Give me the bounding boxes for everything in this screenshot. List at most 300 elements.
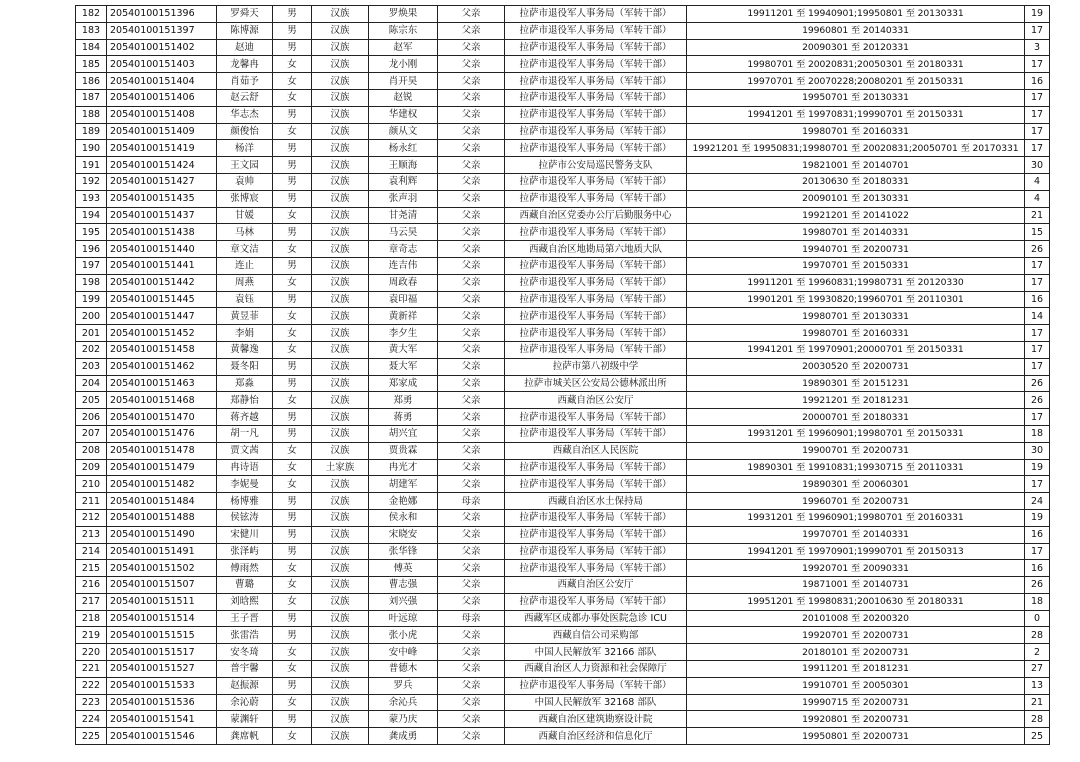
parent-name-cell: 黄大军 [369,341,438,358]
work-unit-cell: 拉萨市第八初级中学 [505,358,687,375]
ethnicity-cell: 汉族 [312,241,369,258]
table-row [76,308,1050,325]
relationship-cell: 父亲 [438,560,505,577]
row-number-cell: 194 [76,207,107,224]
years-cell: 2 [1025,644,1050,661]
ethnicity-cell: 汉族 [312,526,369,543]
work-unit-cell: 拉萨市退役军人事务局（军转干部） [505,476,687,493]
table-row [76,56,1050,73]
years-cell: 21 [1025,694,1050,711]
service-period-cell: 19871001 至 20140731 [687,577,1025,594]
table-row [76,560,1050,577]
relationship-cell: 父亲 [438,325,505,342]
parent-name-cell: 侯永和 [369,509,438,526]
student-name-cell: 龙馨冉 [217,56,273,73]
parent-name-cell: 郑家成 [369,375,438,392]
row-number-cell: 221 [76,661,107,678]
gender-cell: 女 [273,577,312,594]
parent-name-cell: 宋晓安 [369,526,438,543]
relationship-cell: 父亲 [438,728,505,745]
relationship-cell: 父亲 [438,442,505,459]
parent-name-cell: 黄新祥 [369,308,438,325]
work-unit-cell: 拉萨市退役军人事务局（军转干部） [505,543,687,560]
gender-cell: 女 [273,459,312,476]
candidate-id-cell: 20540100151482 [107,476,217,493]
relationship-cell: 父亲 [438,644,505,661]
candidate-id-cell: 20540100151445 [107,291,217,308]
table-row [76,459,1050,476]
parent-name-cell: 章奇志 [369,241,438,258]
gender-cell: 男 [273,425,312,442]
relationship-cell: 父亲 [438,358,505,375]
years-cell: 21 [1025,207,1050,224]
table-row [76,190,1050,207]
ethnicity-cell: 汉族 [312,425,369,442]
service-period-cell: 19950801 至 20200731 [687,728,1025,745]
ethnicity-cell: 汉族 [312,711,369,728]
years-cell: 15 [1025,224,1050,241]
row-number-cell: 199 [76,291,107,308]
parent-name-cell: 叶远琼 [369,610,438,627]
student-name-cell: 华志杰 [217,106,273,123]
ethnicity-cell: 汉族 [312,173,369,190]
gender-cell: 女 [273,325,312,342]
ethnicity-cell: 汉族 [312,375,369,392]
gender-cell: 男 [273,6,312,23]
student-name-cell: 杨洋 [217,140,273,157]
service-period-cell: 19931201 至 19960901;19980701 至 20160331 [687,509,1025,526]
table-body [76,6,1050,745]
relationship-cell: 父亲 [438,89,505,106]
gender-cell: 女 [273,728,312,745]
service-period-cell: 19921201 至 20141022 [687,207,1025,224]
student-name-cell: 普宇馨 [217,661,273,678]
ethnicity-cell: 汉族 [312,22,369,39]
candidate-id-cell: 20540100151476 [107,425,217,442]
table-row [76,593,1050,610]
work-unit-cell: 拉萨市退役军人事务局（军转干部） [505,526,687,543]
parent-name-cell: 肖开昊 [369,73,438,90]
gender-cell: 男 [273,190,312,207]
service-period-cell: 20090301 至 20120331 [687,39,1025,56]
row-number-cell: 190 [76,140,107,157]
years-cell: 24 [1025,493,1050,510]
candidate-id-cell: 20540100151502 [107,560,217,577]
row-number-cell: 201 [76,325,107,342]
row-number-cell: 184 [76,39,107,56]
service-period-cell: 20000701 至 20180331 [687,409,1025,426]
relationship-cell: 父亲 [438,476,505,493]
row-number-cell: 195 [76,224,107,241]
service-period-cell: 20030520 至 20200731 [687,358,1025,375]
relationship-cell: 父亲 [438,392,505,409]
table-row [76,291,1050,308]
work-unit-cell: 拉萨市退役军人事务局（军转干部） [505,73,687,90]
work-unit-cell: 拉萨市公安局巡民警务支队 [505,157,687,174]
candidate-id-cell: 20540100151458 [107,341,217,358]
work-unit-cell: 拉萨市退役军人事务局（军转干部） [505,224,687,241]
service-period-cell: 19890301 至 20060301 [687,476,1025,493]
candidate-id-cell: 20540100151479 [107,459,217,476]
student-name-cell: 侯铉涛 [217,509,273,526]
candidate-id-cell: 20540100151462 [107,358,217,375]
years-cell: 26 [1025,375,1050,392]
table-row [76,241,1050,258]
table-row [76,577,1050,594]
student-name-cell: 甘媛 [217,207,273,224]
years-cell: 27 [1025,661,1050,678]
row-number-cell: 198 [76,274,107,291]
work-unit-cell: 拉萨市退役军人事务局（军转干部） [505,291,687,308]
gender-cell: 男 [273,375,312,392]
row-number-cell: 191 [76,157,107,174]
candidate-id-cell: 20540100151427 [107,173,217,190]
student-name-cell: 郑静怡 [217,392,273,409]
gender-cell: 女 [273,694,312,711]
years-cell: 18 [1025,425,1050,442]
relationship-cell: 父亲 [438,274,505,291]
service-period-cell: 19941201 至 19970901;19990701 至 20150313 [687,543,1025,560]
relationship-cell: 父亲 [438,711,505,728]
work-unit-cell: 西藏自治区人力资源和社会保障厅 [505,661,687,678]
student-name-cell: 罗舜天 [217,6,273,23]
relationship-cell: 父亲 [438,409,505,426]
student-name-cell: 周燕 [217,274,273,291]
candidate-id-cell: 20540100151406 [107,89,217,106]
candidate-id-cell: 20540100151442 [107,274,217,291]
relationship-cell: 父亲 [438,677,505,694]
ethnicity-cell: 汉族 [312,274,369,291]
service-period-cell: 19970701 至 20140331 [687,526,1025,543]
service-period-cell: 20180101 至 20200731 [687,644,1025,661]
row-number-cell: 196 [76,241,107,258]
years-cell: 17 [1025,140,1050,157]
row-number-cell: 192 [76,173,107,190]
ethnicity-cell: 汉族 [312,577,369,594]
work-unit-cell: 拉萨市退役军人事务局（军转干部） [505,341,687,358]
ethnicity-cell: 汉族 [312,73,369,90]
student-name-cell: 曹璐 [217,577,273,594]
student-name-cell: 袁帅 [217,173,273,190]
student-name-cell: 傅雨然 [217,560,273,577]
work-unit-cell: 拉萨市退役军人事务局（军转干部） [505,560,687,577]
gender-cell: 男 [273,157,312,174]
candidate-id-cell: 20540100151546 [107,728,217,745]
relationship-cell: 父亲 [438,207,505,224]
years-cell: 16 [1025,560,1050,577]
years-cell: 30 [1025,157,1050,174]
candidate-id-cell: 20540100151478 [107,442,217,459]
row-number-cell: 223 [76,694,107,711]
student-name-cell: 张泽屿 [217,543,273,560]
work-unit-cell: 西藏军区成都办事处医院急诊 ICU [505,610,687,627]
row-number-cell: 207 [76,425,107,442]
row-number-cell: 218 [76,610,107,627]
parent-name-cell: 胡建军 [369,476,438,493]
row-number-cell: 222 [76,677,107,694]
row-number-cell: 215 [76,560,107,577]
work-unit-cell: 拉萨市退役军人事务局（军转干部） [505,409,687,426]
years-cell: 26 [1025,241,1050,258]
table-row [76,157,1050,174]
candidate-id-cell: 20540100151424 [107,157,217,174]
gender-cell: 男 [273,224,312,241]
table-row [76,677,1050,694]
gender-cell: 男 [273,257,312,274]
gender-cell: 女 [273,392,312,409]
student-name-cell: 杨博雅 [217,493,273,510]
ethnicity-cell: 汉族 [312,140,369,157]
work-unit-cell: 西藏自治区党委办公厅后勤服务中心 [505,207,687,224]
work-unit-cell: 拉萨市退役军人事务局（军转干部） [505,39,687,56]
work-unit-cell: 拉萨市退役军人事务局（军转干部） [505,325,687,342]
gender-cell: 女 [273,476,312,493]
table-row [76,610,1050,627]
gender-cell: 女 [273,56,312,73]
gender-cell: 男 [273,39,312,56]
work-unit-cell: 西藏自治区人民医院 [505,442,687,459]
parent-name-cell: 王顺海 [369,157,438,174]
row-number-cell: 206 [76,409,107,426]
service-period-cell: 20090101 至 20130331 [687,190,1025,207]
table-row [76,476,1050,493]
student-name-cell: 赵迪 [217,39,273,56]
ethnicity-cell: 汉族 [312,644,369,661]
student-name-cell: 肖茹予 [217,73,273,90]
candidate-id-cell: 20540100151441 [107,257,217,274]
years-cell: 28 [1025,711,1050,728]
service-period-cell: 19951201 至 19980831;20010630 至 20180331 [687,593,1025,610]
student-name-cell: 张博宸 [217,190,273,207]
ethnicity-cell: 汉族 [312,207,369,224]
ethnicity-cell: 汉族 [312,409,369,426]
years-cell: 25 [1025,728,1050,745]
row-number-cell: 204 [76,375,107,392]
row-number-cell: 193 [76,190,107,207]
row-number-cell: 197 [76,257,107,274]
ethnicity-cell: 汉族 [312,610,369,627]
years-cell: 17 [1025,358,1050,375]
table-row [76,22,1050,39]
work-unit-cell: 西藏自治区建筑勘察设计院 [505,711,687,728]
parent-name-cell: 袁印福 [369,291,438,308]
gender-cell: 女 [273,123,312,140]
gender-cell: 女 [273,73,312,90]
ethnicity-cell: 汉族 [312,106,369,123]
student-name-cell: 贾文茜 [217,442,273,459]
table-row [76,73,1050,90]
parent-name-cell: 贾贵霖 [369,442,438,459]
row-number-cell: 216 [76,577,107,594]
work-unit-cell: 拉萨市城关区公安局公德林派出所 [505,375,687,392]
relationship-cell: 父亲 [438,425,505,442]
table-row [76,509,1050,526]
service-period-cell: 19911201 至 19940901;19950801 至 20130331 [687,6,1025,23]
row-number-cell: 182 [76,6,107,23]
row-number-cell: 200 [76,308,107,325]
gender-cell: 男 [273,140,312,157]
work-unit-cell: 拉萨市退役军人事务局（军转干部） [505,593,687,610]
student-name-cell: 张雷浩 [217,627,273,644]
service-period-cell: 19950701 至 20130331 [687,89,1025,106]
work-unit-cell: 拉萨市退役军人事务局（军转干部） [505,308,687,325]
parent-name-cell: 蒋勇 [369,409,438,426]
parent-name-cell: 普德木 [369,661,438,678]
candidate-id-cell: 20540100151491 [107,543,217,560]
row-number-cell: 224 [76,711,107,728]
parent-name-cell: 华建权 [369,106,438,123]
work-unit-cell: 西藏自治区公安厅 [505,577,687,594]
table-row [76,123,1050,140]
gender-cell: 男 [273,610,312,627]
student-name-cell: 冉诗语 [217,459,273,476]
candidate-id-cell: 20540100151403 [107,56,217,73]
relationship-cell: 父亲 [438,241,505,258]
relationship-cell: 母亲 [438,610,505,627]
student-name-cell: 王文园 [217,157,273,174]
service-period-cell: 19960801 至 20140331 [687,22,1025,39]
gender-cell: 男 [273,291,312,308]
parent-name-cell: 陈宗东 [369,22,438,39]
table-row [76,409,1050,426]
service-period-cell: 19980701 至 20140331 [687,224,1025,241]
table-row [76,89,1050,106]
table-row [76,711,1050,728]
parent-name-cell: 冉光才 [369,459,438,476]
years-cell: 17 [1025,274,1050,291]
student-name-cell: 赵云舒 [217,89,273,106]
work-unit-cell: 拉萨市退役军人事务局（军转干部） [505,56,687,73]
table-row [76,173,1050,190]
ethnicity-cell: 汉族 [312,89,369,106]
service-period-cell: 19921201 至 19950831;19980701 至 20020831;20050701 至 20170331 [687,140,1025,157]
parent-name-cell: 李夕生 [369,325,438,342]
parent-name-cell: 连吉伟 [369,257,438,274]
parent-name-cell: 安中峰 [369,644,438,661]
gender-cell: 男 [273,358,312,375]
service-period-cell: 19901201 至 19930820;19960701 至 20110301 [687,291,1025,308]
parent-name-cell: 马云昊 [369,224,438,241]
table-row [76,341,1050,358]
student-name-cell: 黄昱菲 [217,308,273,325]
relationship-cell: 父亲 [438,106,505,123]
parent-name-cell: 金艳娜 [369,493,438,510]
student-name-cell: 马林 [217,224,273,241]
years-cell: 16 [1025,526,1050,543]
relationship-cell: 父亲 [438,257,505,274]
parent-name-cell: 赵锐 [369,89,438,106]
parent-name-cell: 罗兵 [369,677,438,694]
years-cell: 4 [1025,190,1050,207]
ethnicity-cell: 汉族 [312,728,369,745]
service-period-cell: 19890301 至 19910831;19930715 至 20110331 [687,459,1025,476]
table-row [76,543,1050,560]
candidate-id-cell: 20540100151470 [107,409,217,426]
student-name-cell: 连止 [217,257,273,274]
gender-cell: 女 [273,644,312,661]
gender-cell: 女 [273,207,312,224]
candidate-id-cell: 20540100151397 [107,22,217,39]
relationship-cell: 父亲 [438,157,505,174]
relationship-cell: 父亲 [438,341,505,358]
table-row [76,358,1050,375]
gender-cell: 女 [273,89,312,106]
years-cell: 0 [1025,610,1050,627]
service-period-cell: 19980701 至 20160331 [687,123,1025,140]
student-name-cell: 刘晗熙 [217,593,273,610]
ethnicity-cell: 汉族 [312,661,369,678]
ethnicity-cell: 汉族 [312,560,369,577]
work-unit-cell: 西藏自治区地勘局第六地质大队 [505,241,687,258]
service-period-cell: 19910701 至 20050301 [687,677,1025,694]
ethnicity-cell: 汉族 [312,123,369,140]
service-period-cell: 20130630 至 20180331 [687,173,1025,190]
years-cell: 16 [1025,291,1050,308]
row-number-cell: 188 [76,106,107,123]
candidate-id-cell: 20540100151402 [107,39,217,56]
years-cell: 17 [1025,476,1050,493]
gender-cell: 女 [273,442,312,459]
years-cell: 13 [1025,677,1050,694]
candidate-id-cell: 20540100151408 [107,106,217,123]
table-row [76,274,1050,291]
parent-name-cell: 龙小刚 [369,56,438,73]
service-period-cell: 19941201 至 19970901;20000701 至 20150331 [687,341,1025,358]
ethnicity-cell: 汉族 [312,694,369,711]
work-unit-cell: 拉萨市退役军人事务局（军转干部） [505,274,687,291]
years-cell: 17 [1025,22,1050,39]
ethnicity-cell: 汉族 [312,257,369,274]
relationship-cell: 父亲 [438,543,505,560]
gender-cell: 男 [273,677,312,694]
gender-cell: 女 [273,308,312,325]
service-period-cell: 19990715 至 20200731 [687,694,1025,711]
service-period-cell: 19941201 至 19970831;19990701 至 20150331 [687,106,1025,123]
row-number-cell: 209 [76,459,107,476]
row-number-cell: 225 [76,728,107,745]
service-period-cell: 19911201 至 19960831;19980731 至 20120330 [687,274,1025,291]
table-row [76,442,1050,459]
relationship-cell: 母亲 [438,493,505,510]
service-period-cell: 19931201 至 19960901;19980701 至 20150331 [687,425,1025,442]
table-row [76,140,1050,157]
relationship-cell: 父亲 [438,577,505,594]
years-cell: 30 [1025,442,1050,459]
relationship-cell: 父亲 [438,140,505,157]
candidate-id-cell: 20540100151517 [107,644,217,661]
years-cell: 17 [1025,341,1050,358]
candidate-id-cell: 20540100151409 [107,123,217,140]
student-name-cell: 黄馨逸 [217,341,273,358]
gender-cell: 女 [273,241,312,258]
relationship-cell: 父亲 [438,661,505,678]
student-name-cell: 李娟 [217,325,273,342]
row-number-cell: 220 [76,644,107,661]
candidate-id-cell: 20540100151435 [107,190,217,207]
student-name-cell: 余沁蔚 [217,694,273,711]
student-name-cell: 陈博源 [217,22,273,39]
ethnicity-cell: 汉族 [312,677,369,694]
row-number-cell: 212 [76,509,107,526]
service-period-cell: 19920701 至 20200731 [687,627,1025,644]
ethnicity-cell: 汉族 [312,341,369,358]
candidate-id-cell: 20540100151438 [107,224,217,241]
service-period-cell: 19960701 至 20200731 [687,493,1025,510]
table-row [76,644,1050,661]
table-row [76,661,1050,678]
candidate-id-cell: 20540100151527 [107,661,217,678]
service-period-cell: 19921201 至 20181231 [687,392,1025,409]
